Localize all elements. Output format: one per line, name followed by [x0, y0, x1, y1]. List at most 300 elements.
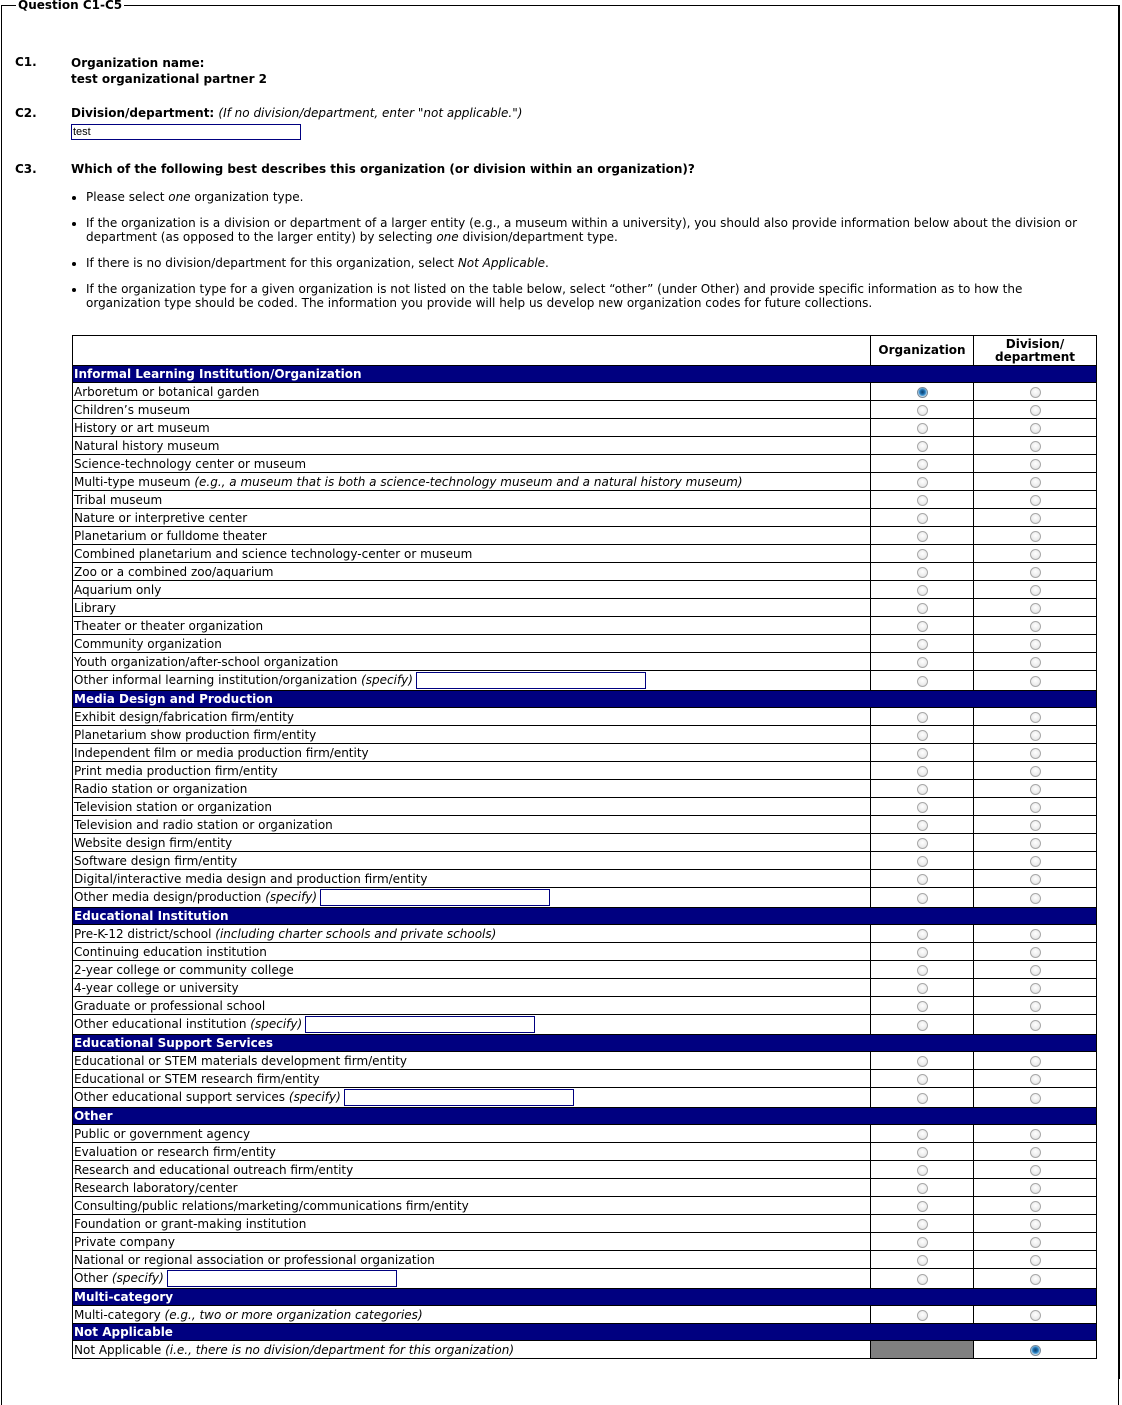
division-cell: [974, 1233, 1097, 1251]
division-cell: [974, 708, 1097, 726]
organization-radio[interactable]: [917, 1020, 928, 1031]
table-row: [73, 1125, 1097, 1143]
organization-cell: [871, 870, 974, 888]
organization-cell: [871, 925, 974, 943]
question-number: C2.: [15, 106, 37, 120]
table-row: [73, 961, 1097, 979]
category-title: Not Applicable: [73, 1324, 1097, 1341]
option-label: Other informal learning institution/organization: [74, 673, 358, 687]
division-radio[interactable]: [1030, 730, 1041, 741]
organization-radio[interactable]: [917, 1237, 928, 1248]
organization-radio[interactable]: [917, 676, 928, 687]
division-radio[interactable]: [1030, 549, 1041, 560]
table-row: [73, 437, 1097, 455]
option-label: Research laboratory/center: [74, 1180, 238, 1195]
organization-cell: [871, 419, 974, 437]
organization-cell: [871, 509, 974, 527]
organization-cell: [871, 1251, 974, 1269]
organization-cell: [871, 1070, 974, 1088]
organization-radio[interactable]: [917, 784, 928, 795]
organization-radio[interactable]: [917, 712, 928, 723]
organization-radio[interactable]: [917, 1165, 928, 1176]
option-label-cell: [73, 1143, 871, 1161]
division-radio[interactable]: [1030, 531, 1041, 542]
option-label: Multi-category: [74, 1307, 161, 1322]
option-label: Zoo or a combined zoo/aquarium: [74, 564, 274, 579]
table-row: [73, 455, 1097, 473]
division-radio[interactable]: [1030, 929, 1041, 940]
table-row: [73, 1052, 1097, 1070]
option-label-cell: [73, 888, 871, 908]
specify-input[interactable]: [344, 1089, 574, 1106]
option-label-cell: [73, 1341, 871, 1359]
option-label: Graduate or professional school: [74, 998, 266, 1013]
option-label: Research and educational outreach firm/entity: [74, 1162, 354, 1177]
division-radio[interactable]: [1030, 405, 1041, 416]
division-radio[interactable]: [1030, 893, 1041, 904]
division-radio[interactable]: [1030, 947, 1041, 958]
organization-cell: [871, 437, 974, 455]
table-row: [73, 1070, 1097, 1088]
organization-cell: [871, 816, 974, 834]
instruction-list: [70, 190, 1080, 322]
organization-radio[interactable]: [917, 929, 928, 940]
table-row: [73, 1269, 1097, 1289]
organization-cell: [871, 671, 974, 691]
organization-radio[interactable]: [917, 513, 928, 524]
division-cell: [974, 834, 1097, 852]
division-radio[interactable]: [1030, 965, 1041, 976]
category-title: Other: [73, 1108, 1097, 1125]
division-radio[interactable]: [1030, 513, 1041, 524]
table-row: [73, 798, 1097, 816]
organization-cell: [871, 617, 974, 635]
organization-radio[interactable]: [917, 1001, 928, 1012]
table-row: [73, 473, 1097, 491]
division-cell: [974, 491, 1097, 509]
category-title: Educational Institution: [73, 908, 1097, 925]
organization-radio[interactable]: [917, 1074, 928, 1085]
option-label: Planetarium show production firm/entity: [74, 727, 317, 742]
option-label-cell: [73, 491, 871, 509]
option-label-cell: [73, 635, 871, 653]
bullet-icon: [72, 262, 76, 266]
option-label: Foundation or grant-making institution: [74, 1216, 307, 1231]
organization-radio[interactable]: [917, 387, 928, 398]
division-radio[interactable]: [1030, 1310, 1041, 1321]
table-row: [73, 1015, 1097, 1035]
organization-radio[interactable]: [917, 441, 928, 452]
option-hint: (specify): [361, 673, 413, 687]
option-label: Evaluation or research firm/entity: [74, 1144, 276, 1159]
division-cell: [974, 925, 1097, 943]
division-cell: [974, 744, 1097, 762]
organization-radio[interactable]: [917, 1201, 928, 1212]
organization-radio[interactable]: [917, 1310, 928, 1321]
option-label-cell: [73, 1233, 871, 1251]
option-label: 2-year college or community college: [74, 962, 294, 977]
option-label: Pre-K-12 district/school: [74, 926, 212, 941]
instruction-item: Please select one organization type.: [70, 190, 1080, 204]
category-row: [73, 1289, 1097, 1306]
organization-cell: [871, 599, 974, 617]
specify-input[interactable]: [305, 1016, 535, 1033]
option-label: Planetarium or fulldome theater: [74, 528, 267, 543]
organization-column-header: Organization: [871, 336, 974, 366]
organization-radio[interactable]: [917, 1274, 928, 1285]
organization-radio[interactable]: [917, 820, 928, 831]
division-radio[interactable]: [1030, 1255, 1041, 1266]
option-label-cell: [73, 997, 871, 1015]
organization-cell: [871, 455, 974, 473]
organization-cell: [871, 1306, 974, 1324]
option-label-cell: [73, 1306, 871, 1324]
question-number: C3.: [15, 162, 37, 176]
division-radio[interactable]: [1030, 766, 1041, 777]
option-label: Other media design/production: [74, 890, 262, 904]
category-row: [73, 1035, 1097, 1052]
table-row: [73, 780, 1097, 798]
option-label-cell: [73, 473, 871, 491]
organization-cell: [871, 581, 974, 599]
option-hint: (including charter schools and private schools): [215, 926, 497, 941]
division-cell: [974, 509, 1097, 527]
organization-radio[interactable]: [917, 657, 928, 668]
option-label-cell: [73, 834, 871, 852]
division-cell: [974, 635, 1097, 653]
organization-radio[interactable]: [917, 1183, 928, 1194]
table-row: [73, 943, 1097, 961]
division-radio[interactable]: [1030, 1020, 1041, 1031]
category-row: [73, 1108, 1097, 1125]
option-label-cell: [73, 762, 871, 780]
division-radio[interactable]: [1030, 1147, 1041, 1158]
organization-cell: [871, 1233, 974, 1251]
division-cell: [974, 1197, 1097, 1215]
division-cell: [974, 1179, 1097, 1197]
option-label-cell: [73, 437, 871, 455]
organization-radio[interactable]: [917, 531, 928, 542]
option-label-cell: [73, 979, 871, 997]
division-radio[interactable]: [1030, 1345, 1041, 1356]
option-label: Other educational support services: [74, 1090, 286, 1104]
division-radio[interactable]: [1030, 423, 1041, 434]
option-label: Multi-type museum: [74, 474, 191, 489]
organization-disabled-cell: [871, 1341, 974, 1359]
organization-radio[interactable]: [917, 549, 928, 560]
division-cell: [974, 780, 1097, 798]
specify-input[interactable]: [416, 672, 646, 689]
division-cell: [974, 437, 1097, 455]
organization-radio[interactable]: [917, 621, 928, 632]
option-label-cell: [73, 816, 871, 834]
organization-radio[interactable]: [917, 477, 928, 488]
option-label-cell: [73, 1269, 871, 1289]
table-row: [73, 816, 1097, 834]
option-label-cell: [73, 1125, 871, 1143]
option-label: Print media production firm/entity: [74, 763, 278, 778]
option-label-cell: [73, 509, 871, 527]
division-cell: [974, 1088, 1097, 1108]
option-label: Natural history museum: [74, 438, 220, 453]
division-radio[interactable]: [1030, 1129, 1041, 1140]
organization-cell: [871, 726, 974, 744]
organization-radio[interactable]: [917, 585, 928, 596]
option-label: 4-year college or university: [74, 980, 239, 995]
table-row: [73, 1251, 1097, 1269]
division-cell: [974, 1070, 1097, 1088]
division-radio[interactable]: [1030, 838, 1041, 849]
organization-cell: [871, 563, 974, 581]
specify-input[interactable]: [320, 889, 550, 906]
division-radio[interactable]: [1030, 1093, 1041, 1104]
organization-radio[interactable]: [917, 495, 928, 506]
option-hint: (specify): [288, 1090, 341, 1104]
table-row: [73, 401, 1097, 419]
organization-radio[interactable]: [917, 639, 928, 650]
division-radio[interactable]: [1030, 1201, 1041, 1212]
option-label: Continuing education institution: [74, 944, 267, 959]
option-label: Educational or STEM materials development firm/entity: [74, 1053, 408, 1068]
option-label-cell: [73, 1197, 871, 1215]
category-row: [73, 1324, 1097, 1341]
division-radio[interactable]: [1030, 784, 1041, 795]
organization-cell: [871, 635, 974, 653]
organization-cell: [871, 798, 974, 816]
option-label: Television station or organization: [74, 799, 272, 814]
option-hint: (specify): [250, 1017, 303, 1031]
option-label: Not Applicable: [74, 1342, 162, 1357]
division-cell: [974, 979, 1097, 997]
division-cell: [974, 997, 1097, 1015]
option-label-cell: [73, 1251, 871, 1269]
division-radio[interactable]: [1030, 820, 1041, 831]
option-label: Consulting/public relations/marketing/communications firm/entity: [74, 1198, 469, 1213]
organization-radio[interactable]: [917, 802, 928, 813]
option-label-cell: [73, 1215, 871, 1233]
option-label: Website design firm/entity: [74, 835, 233, 850]
organization-radio[interactable]: [917, 603, 928, 614]
division-radio[interactable]: [1030, 676, 1041, 687]
category-title: Informal Learning Institution/Organization: [73, 366, 1097, 383]
option-label: Educational or STEM research firm/entity: [74, 1071, 320, 1086]
option-label-cell: [73, 852, 871, 870]
organization-radio[interactable]: [917, 1129, 928, 1140]
division-input[interactable]: [71, 124, 301, 140]
division-cell: [974, 617, 1097, 635]
division-radio[interactable]: [1030, 495, 1041, 506]
option-label: Children’s museum: [74, 402, 191, 417]
division-radio[interactable]: [1030, 1219, 1041, 1230]
division-radio[interactable]: [1030, 459, 1041, 470]
label-column-header: [73, 336, 871, 366]
option-label: Tribal museum: [74, 492, 163, 507]
option-label: Other: [74, 1271, 109, 1285]
option-hint: (specify): [265, 890, 318, 904]
division-label: Division/department:: [71, 106, 215, 120]
organization-radio[interactable]: [917, 1219, 928, 1230]
organization-radio[interactable]: [917, 947, 928, 958]
organization-cell: [871, 1215, 974, 1233]
organization-radio[interactable]: [917, 1147, 928, 1158]
option-label: Other educational institution: [74, 1017, 247, 1031]
category-title: Educational Support Services: [73, 1035, 1097, 1052]
organization-cell: [871, 491, 974, 509]
division-radio[interactable]: [1030, 874, 1041, 885]
option-label: Arboretum or botanical garden: [74, 384, 260, 399]
division-radio[interactable]: [1030, 1074, 1041, 1085]
organization-radio[interactable]: [917, 423, 928, 434]
division-cell: [974, 401, 1097, 419]
organization-cell: [871, 708, 974, 726]
option-label-cell: [73, 383, 871, 401]
division-radio[interactable]: [1030, 567, 1041, 578]
organization-cell: [871, 383, 974, 401]
specify-input[interactable]: [167, 1270, 397, 1287]
organization-cell: [871, 1161, 974, 1179]
organization-cell: [871, 401, 974, 419]
division-cell: [974, 1161, 1097, 1179]
division-radio[interactable]: [1030, 1274, 1041, 1285]
division-cell: [974, 1015, 1097, 1035]
organization-radio[interactable]: [917, 748, 928, 759]
division-hint: (If no division/department, enter "not applicable."): [218, 106, 523, 120]
organization-cell: [871, 834, 974, 852]
option-label-cell: [73, 1179, 871, 1197]
option-label: Combined planetarium and science technology-center or museum: [74, 546, 473, 561]
organization-cell: [871, 852, 974, 870]
organization-radio[interactable]: [917, 1093, 928, 1104]
division-cell: [974, 852, 1097, 870]
table-row: [73, 1233, 1097, 1251]
option-label-cell: [73, 671, 871, 691]
division-radio[interactable]: [1030, 639, 1041, 650]
division-cell: [974, 1125, 1097, 1143]
division-cell: [974, 455, 1097, 473]
division-cell: [974, 798, 1097, 816]
option-label-cell: [73, 870, 871, 888]
table-row: [73, 491, 1097, 509]
organization-cell: [871, 943, 974, 961]
division-radio[interactable]: [1030, 621, 1041, 632]
organization-radio[interactable]: [917, 766, 928, 777]
organization-radio[interactable]: [917, 1056, 928, 1067]
table-row: [73, 635, 1097, 653]
organization-radio[interactable]: [917, 730, 928, 741]
organization-cell: [871, 1052, 974, 1070]
division-cell: [974, 1269, 1097, 1289]
table-row: [73, 671, 1097, 691]
division-radio[interactable]: [1030, 603, 1041, 614]
option-hint: (e.g., a museum that is both a science-technology museum and a natural history museum): [194, 474, 743, 489]
fieldset-legend: Question C1-C5: [18, 0, 123, 12]
division-cell: [974, 726, 1097, 744]
bullet-icon: [72, 196, 76, 200]
option-label-cell: [73, 545, 871, 563]
organization-cell: [871, 1088, 974, 1108]
option-label-cell: [73, 961, 871, 979]
division-radio[interactable]: [1030, 856, 1041, 867]
table-row: [73, 925, 1097, 943]
organization-radio[interactable]: [917, 567, 928, 578]
organization-cell: [871, 1015, 974, 1035]
option-label: Public or government agency: [74, 1126, 251, 1141]
option-label-cell: [73, 563, 871, 581]
table-row: [73, 708, 1097, 726]
division-cell: [974, 653, 1097, 671]
division-radio[interactable]: [1030, 1056, 1041, 1067]
option-label-cell: [73, 1070, 871, 1088]
organization-name-label: Organization name:: [71, 56, 205, 70]
division-radio[interactable]: [1030, 657, 1041, 668]
division-cell: [974, 888, 1097, 908]
option-label-cell: [73, 708, 871, 726]
organization-radio[interactable]: [917, 405, 928, 416]
option-label-cell: [73, 617, 871, 635]
division-radio[interactable]: [1030, 477, 1041, 488]
organization-radio[interactable]: [917, 874, 928, 885]
division-cell: [974, 419, 1097, 437]
division-radio[interactable]: [1030, 983, 1041, 994]
option-label-cell: [73, 943, 871, 961]
option-label: Software design firm/entity: [74, 853, 238, 868]
division-radio[interactable]: [1030, 1183, 1041, 1194]
option-label-cell: [73, 744, 871, 762]
option-label-cell: [73, 925, 871, 943]
option-label-cell: [73, 581, 871, 599]
table-row: [73, 997, 1097, 1015]
organization-radio[interactable]: [917, 893, 928, 904]
option-label: Radio station or organization: [74, 781, 248, 796]
option-label-cell: [73, 419, 871, 437]
organization-radio[interactable]: [917, 983, 928, 994]
option-hint: (e.g., two or more organization categories): [164, 1307, 423, 1322]
division-radio[interactable]: [1030, 1165, 1041, 1176]
division-radio[interactable]: [1030, 802, 1041, 813]
question-c3-text: Which of the following best describes this organization (or division within an organization)?: [71, 162, 695, 176]
table-row: [73, 834, 1097, 852]
division-radio[interactable]: [1030, 748, 1041, 759]
table-row: [73, 888, 1097, 908]
organization-radio[interactable]: [917, 965, 928, 976]
organization-cell: [871, 527, 974, 545]
division-radio[interactable]: [1030, 712, 1041, 723]
table-row: [73, 1161, 1097, 1179]
division-cell: [974, 383, 1097, 401]
division-radio[interactable]: [1030, 1001, 1041, 1012]
division-column-header: Division/ department: [974, 336, 1097, 366]
division-radio[interactable]: [1030, 441, 1041, 452]
table-header-row: [73, 336, 1097, 366]
table-row: [73, 852, 1097, 870]
table-row: [73, 545, 1097, 563]
division-radio[interactable]: [1030, 585, 1041, 596]
option-label: Nature or interpretive center: [74, 510, 248, 525]
bullet-icon: [72, 288, 76, 292]
division-cell: [974, 1215, 1097, 1233]
option-label: National or regional association or professional organization: [74, 1252, 435, 1267]
organization-radio[interactable]: [917, 856, 928, 867]
instruction-item: If the organization type for a given organization is not listed on the table below, select “other” (under Other) and provide specific information as to how the organization type should be coded. The information you provide will help us develop new organization codes for future collections.: [70, 282, 1080, 310]
organization-cell: [871, 1125, 974, 1143]
organization-radio[interactable]: [917, 459, 928, 470]
organization-radio[interactable]: [917, 1255, 928, 1266]
division-radio[interactable]: [1030, 1237, 1041, 1248]
division-radio[interactable]: [1030, 387, 1041, 398]
organization-cell: [871, 997, 974, 1015]
organization-radio[interactable]: [917, 838, 928, 849]
division-cell: [974, 943, 1097, 961]
